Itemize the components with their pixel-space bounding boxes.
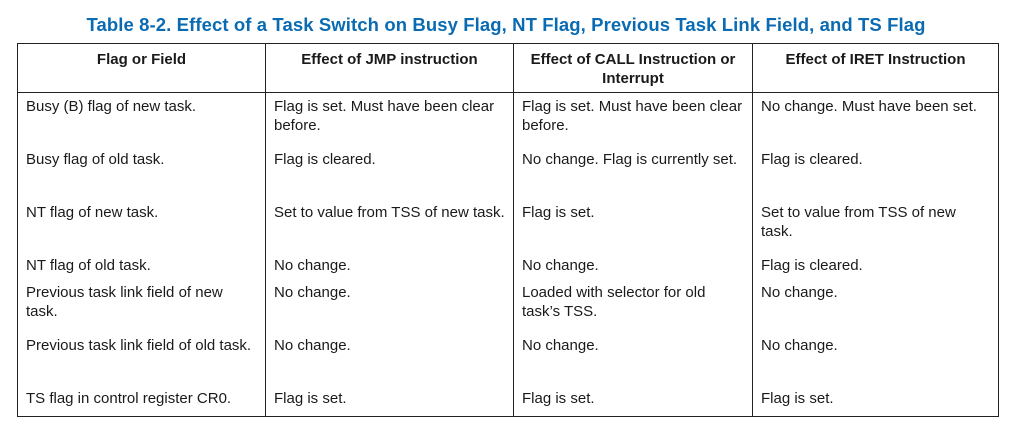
table-row xyxy=(18,385,999,417)
cell-jmp: No change. xyxy=(266,332,514,385)
cell-call: Loaded with selector for old task’s TSS. xyxy=(514,279,753,332)
header-call-effect: Effect of CALL Instruction or Interrupt xyxy=(514,44,753,93)
table-row xyxy=(18,146,999,199)
cell-iret: No change. xyxy=(753,279,999,332)
table-row xyxy=(18,199,999,252)
cell-field: Previous task link field of old task. xyxy=(18,332,266,385)
cell-call: Flag is set. xyxy=(514,199,753,252)
cell-iret: Set to value from TSS of new task. xyxy=(753,199,999,252)
header-iret-effect: Effect of IRET Instruction xyxy=(753,44,999,93)
header-jmp-effect: Effect of JMP instruction xyxy=(266,44,514,93)
cell-field: NT flag of old task. xyxy=(18,252,266,279)
table-caption: Table 8-2. Effect of a Task Switch on Busy Flag, NT Flag, Previous Task Link Field, and TS Flag xyxy=(86,14,926,35)
cell-field: Busy (B) flag of new task. xyxy=(18,93,266,147)
cell-call: No change. xyxy=(514,332,753,385)
cell-jmp: No change. xyxy=(266,279,514,332)
cell-field: Busy flag of old task. xyxy=(18,146,266,199)
cell-jmp: Flag is set. xyxy=(266,385,514,417)
cell-jmp: No change. xyxy=(266,252,514,279)
cell-jmp: Flag is cleared. xyxy=(266,146,514,199)
cell-iret: Flag is set. xyxy=(753,385,999,417)
table-row xyxy=(18,279,999,332)
table-row xyxy=(18,332,999,385)
cell-call: No change. Flag is currently set. xyxy=(514,146,753,199)
cell-call: Flag is set. Must have been clear before. xyxy=(514,93,753,147)
cell-iret: Flag is cleared. xyxy=(753,146,999,199)
table-row xyxy=(18,93,999,147)
task-switch-table xyxy=(17,43,999,417)
cell-field: Previous task link field of new task. xyxy=(18,279,266,332)
cell-call: Flag is set. xyxy=(514,385,753,417)
header-row xyxy=(18,44,999,93)
cell-iret: Flag is cleared. xyxy=(753,252,999,279)
table-row xyxy=(18,252,999,279)
cell-iret: No change. Must have been set. xyxy=(753,93,999,147)
header-flag-or-field: Flag or Field xyxy=(18,44,266,93)
cell-field: TS flag in control register CR0. xyxy=(18,385,266,417)
cell-jmp: Flag is set. Must have been clear before. xyxy=(266,93,514,147)
cell-call: No change. xyxy=(514,252,753,279)
cell-field: NT flag of new task. xyxy=(18,199,266,252)
cell-jmp: Set to value from TSS of new task. xyxy=(266,199,514,252)
cell-iret: No change. xyxy=(753,332,999,385)
